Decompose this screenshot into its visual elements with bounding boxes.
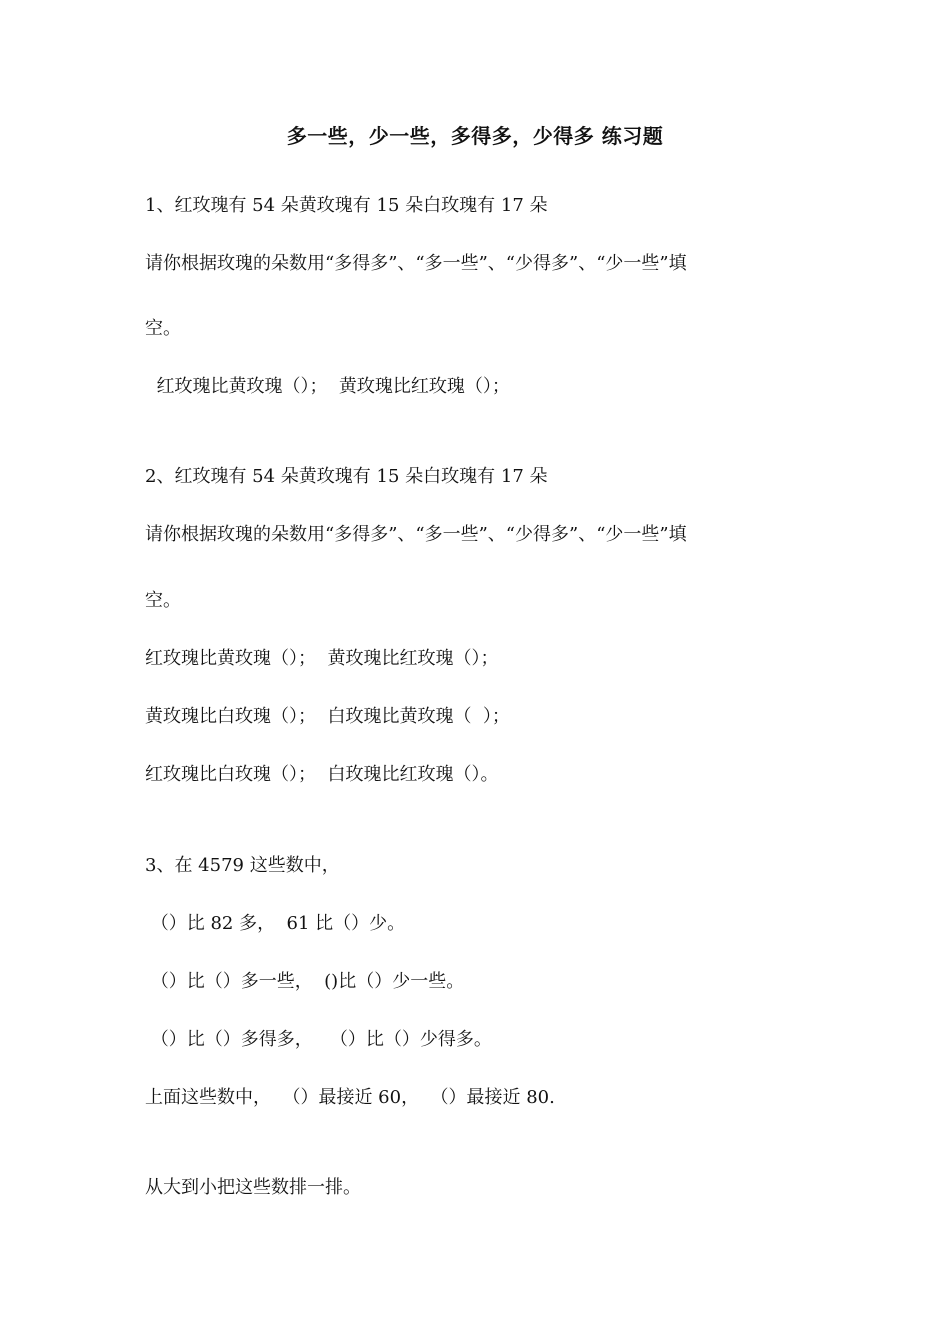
- question-1-instruction-end: 空。: [145, 318, 181, 339]
- question-2-blank-1: 红玫瑰比黄玫瑰（）； 黄玫瑰比红玫瑰（）；: [145, 648, 499, 669]
- question-3-blank-3: （）比（）多得多， （）比（）少得多。: [145, 1029, 492, 1050]
- question-2-stem: 2、红玫瑰有 54 朵黄玫瑰有 15 朵白玫瑰有 17 朵: [145, 466, 548, 487]
- question-2-instruction-end: 空。: [145, 590, 181, 611]
- question-1-stem: 1、红玫瑰有 54 朵黄玫瑰有 15 朵白玫瑰有 17 朵: [145, 195, 548, 216]
- question-3-blank-1: （）比 82 多， 61 比（）少。: [145, 913, 406, 934]
- question-3-blank-4: 上面这些数中， （）最接近 60， （）最接近 80.: [145, 1087, 555, 1108]
- question-2-instruction: 请你根据玫瑰的朵数用“多得多”、“多一些”、“少得多”、“少一些”填: [145, 524, 687, 545]
- page-title: 多一些，少一些，多得多，少得多 练习题: [286, 124, 664, 148]
- question-3-blank-5: 从大到小把这些数排一排。: [145, 1177, 361, 1198]
- question-1-blank-1: 红玫瑰比黄玫瑰（）； 黄玫瑰比红玫瑰（）；: [145, 376, 510, 397]
- question-1-instruction: 请你根据玫瑰的朵数用“多得多”、“多一些”、“少得多”、“少一些”填: [145, 253, 687, 274]
- question-2-blank-2: 黄玫瑰比白玫瑰（）； 白玫瑰比黄玫瑰（ ）；: [145, 706, 510, 727]
- question-2-blank-3: 红玫瑰比白玫瑰（）； 白玫瑰比红玫瑰（）。: [145, 764, 499, 785]
- question-3-blank-2: （）比（）多一些， ()比（）少一些。: [145, 971, 465, 992]
- question-3-stem: 3、在 4579 这些数中，: [145, 855, 340, 876]
